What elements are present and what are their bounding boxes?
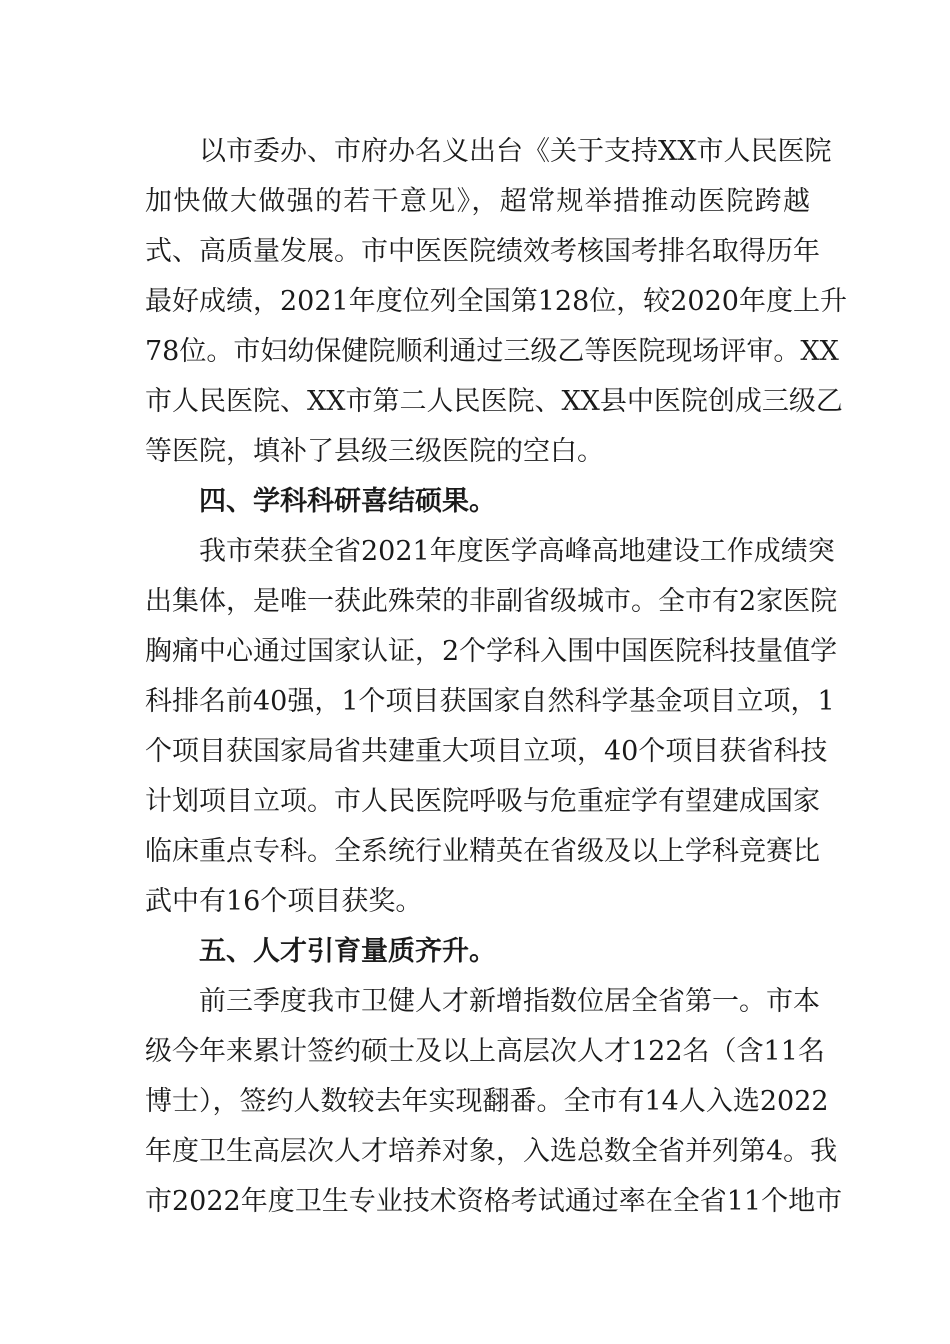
paragraph-2-line-6: 计划项目立项。市人民医院呼吸与危重症学有望建成国家: [145, 786, 820, 817]
paragraph-1-line-3: 式、高质量发展。市中医医院绩效考核国考排名取得历年: [145, 236, 820, 267]
paragraph-1-line-4: 最好成绩，2021年度位列全国第128位，较2020年度上升: [145, 286, 847, 317]
section-heading-5: 五、人才引育量质齐升。: [199, 936, 496, 967]
paragraph-2-line-5: 个项目获国家局省共建重大项目立项，40个项目获省科技: [145, 736, 828, 767]
paragraph-2-line-8: 武中有16个项目获奖。: [145, 886, 423, 917]
paragraph-3-line-3: 博士），签约人数较去年实现翻番。全市有14人入选2022: [145, 1086, 829, 1117]
paragraph-2-line-1: 我市荣获全省2021年度医学高峰高地建设工作成绩突: [199, 536, 835, 567]
paragraph-1-line-5: 78位。市妇幼保健院顺利通过三级乙等医院现场评审。XX: [145, 336, 839, 367]
paragraph-3-line-5: 市2022年度卫生专业技术资格考试通过率在全省11个地市: [145, 1186, 843, 1217]
paragraph-1-line-6: 市人民医院、XX市第二人民医院、XX县中医院创成三级乙: [145, 386, 843, 417]
paragraph-2-line-3: 胸痛中心通过国家认证，2个学科入围中国医院科技量值学: [145, 636, 838, 667]
paragraph-3-line-2: 级今年来累计签约硕士及以上高层次人才122名（含11名: [145, 1036, 825, 1067]
paragraph-3-line-1: 前三季度我市卫健人才新增指数位居全省第一。市本: [199, 986, 820, 1017]
paragraph-2-line-7: 临床重点专科。全系统行业精英在省级及以上学科竞赛比: [145, 836, 820, 867]
paragraph-2-line-2: 出集体，是唯一获此殊荣的非副省级城市。全市有2家医院: [145, 586, 838, 617]
paragraph-1-line-2: 加快做大做强的若干意见》，超常规举措推动医院跨越: [145, 186, 810, 217]
section-heading-4: 四、学科科研喜结硕果。: [199, 486, 496, 517]
paragraph-1-line-1: 以市委办、市府办名义出台《关于支持XX市人民医院: [199, 136, 832, 167]
paragraph-1-line-7: 等医院，填补了县级三级医院的空白。: [145, 436, 604, 467]
paragraph-2-line-4: 科排名前40强，1个项目获国家自然科学基金项目立项，1: [145, 686, 835, 717]
paragraph-3-line-4: 年度卫生高层次人才培养对象，入选总数全省并列第4。我: [145, 1136, 838, 1167]
